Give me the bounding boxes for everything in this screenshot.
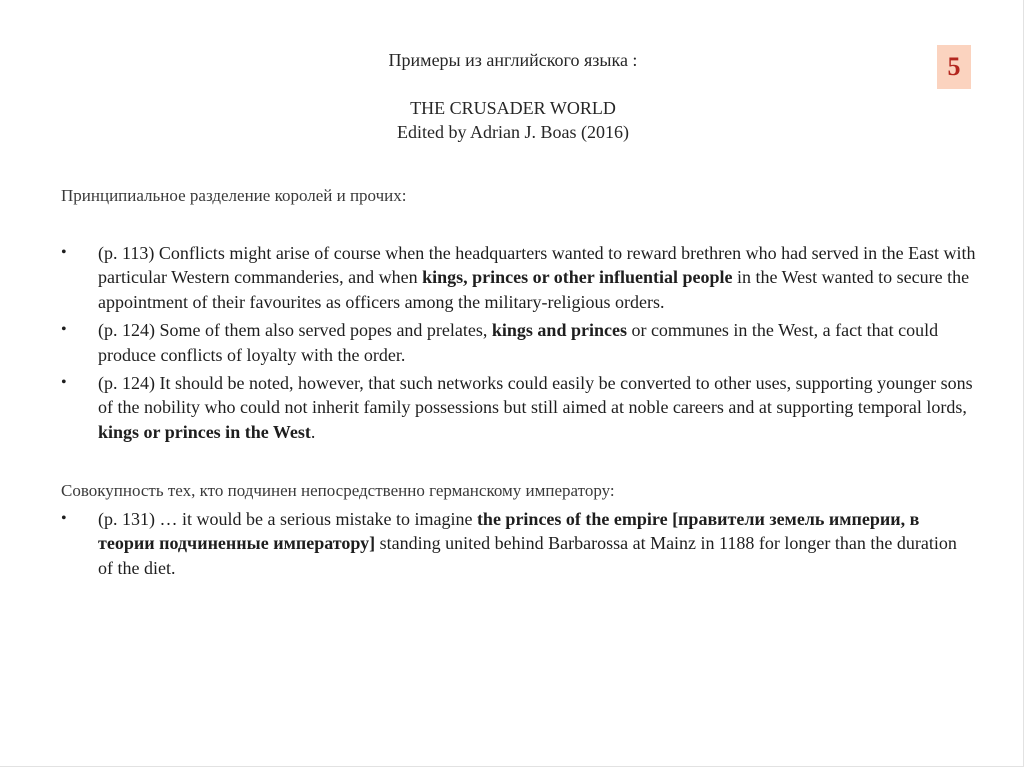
quote-text: . xyxy=(310,421,316,442)
bullet-icon: • xyxy=(61,374,67,392)
list-item xyxy=(61,241,976,314)
quote-list-kings xyxy=(61,241,976,448)
quote-text: in the West wanted to secure the appointment of their favourites as officers among the military-religious orders. xyxy=(98,267,970,312)
list-item xyxy=(61,318,976,367)
quote-text: (p. 113) Conflicts might arise of course when the headquarters wanted to reward brethren who had served in the East with particular Western commanderies, and when xyxy=(98,243,976,288)
book-title: THE CRUSADER WORLD xyxy=(410,98,616,118)
list-item xyxy=(61,507,976,580)
section-heading-kings: Принципиальное разделение королей и прочих: xyxy=(61,186,407,205)
slide-header xyxy=(300,48,726,144)
bullet-icon: • xyxy=(61,321,67,339)
quote-text: or communes in the West, a fact that could produce conflicts of loyalty with the order. xyxy=(98,320,939,365)
bullet-icon: • xyxy=(61,510,67,527)
quote-text: (p. 131) … it would be a serious mistake to imagine xyxy=(98,509,477,529)
page-number-badge: 5 xyxy=(937,45,971,89)
quote-text: (p. 124) Some of them also served popes and prelates, xyxy=(98,320,492,341)
quote-list-emperor xyxy=(61,507,976,584)
quote-emphasis: kings and princes xyxy=(491,320,627,341)
quote-emphasis: the princes of the empire [правители земель империи, в теории подчиненные императору] xyxy=(98,509,920,554)
section-heading-emperor: Совокупность тех, кто подчинен непосредственно германскому императору: xyxy=(61,481,615,500)
book-editor: Edited by Adrian J. Boas (2016) xyxy=(397,122,629,142)
quote-emphasis: kings, princes or other influential people xyxy=(422,267,733,288)
bullet-icon: • xyxy=(61,244,67,261)
quote-text: (p. 124) It should be noted, however, that such networks could easily be converted to other uses, supporting younger sons of the nobility who could not inherit family possessions but still aimed at noble careers and at supporting temporal lords, xyxy=(98,373,973,418)
list-item xyxy=(61,371,976,444)
quote-text: standing united behind Barbarossa at Mainz in 1188 for longer than the duration of the diet. xyxy=(98,533,957,578)
header-subtitle: Примеры из английского языка : xyxy=(388,50,638,70)
quote-emphasis: kings or princes in the West xyxy=(98,421,311,442)
